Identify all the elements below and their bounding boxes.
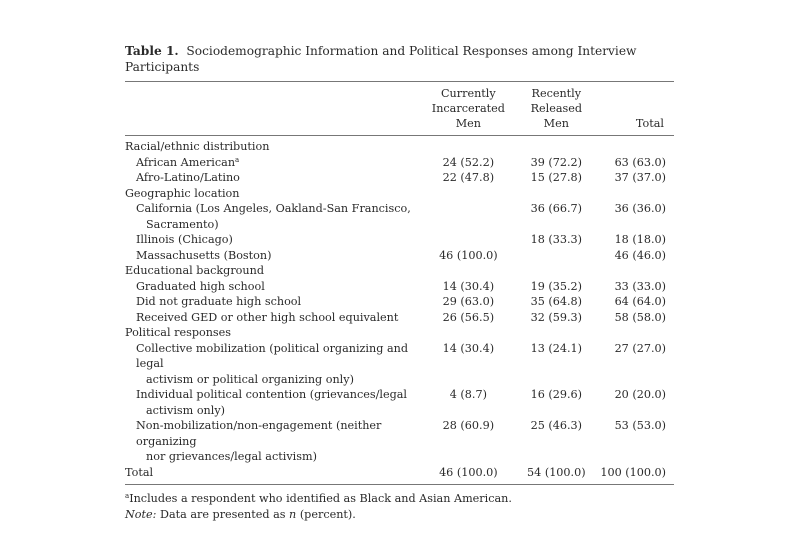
- cell-released: 19 (35.2): [530, 279, 583, 293]
- cell-total: 33 (33.0): [614, 279, 666, 293]
- table-row: [125, 418, 674, 465]
- row-label: Afro-Latino/Latino: [136, 171, 240, 184]
- cell-total: 58 (58.0): [614, 310, 666, 324]
- table-row: [125, 279, 674, 295]
- cell-released: 39 (72.2): [530, 155, 583, 169]
- row-label-continued: Sacramento): [146, 217, 219, 231]
- table-container: [125, 43, 674, 523]
- cell-incarcerated: 22 (47.8): [442, 171, 495, 184]
- table-row: [125, 310, 674, 326]
- header-line: Currently: [441, 87, 496, 100]
- row-label: Collective mobilization (political organizing and legal: [136, 341, 408, 370]
- cell-total: 20 (20.0): [614, 388, 666, 401]
- cell-incarcerated: 28 (60.9): [442, 419, 495, 432]
- note-text: (percent).: [296, 508, 356, 521]
- section-header-row: [125, 263, 674, 279]
- table-row: [125, 201, 674, 232]
- header-total: Total: [635, 117, 664, 130]
- note: [125, 507, 674, 523]
- section-header-row: [125, 325, 674, 341]
- cell-released: 13 (24.1): [530, 341, 583, 355]
- row-label-continued: activism or political organizing only): [146, 372, 354, 386]
- header-released: [517, 82, 595, 136]
- cell-incarcerated: [419, 201, 517, 232]
- cell-released: 25 (46.3): [530, 419, 583, 432]
- cell-total: 63 (63.0): [614, 155, 666, 169]
- footnote-ref: a: [235, 155, 240, 164]
- row-label-cell: [125, 155, 419, 171]
- total-incarcerated: 46 (100.0): [439, 465, 498, 479]
- row-label: California (Los Angeles, Oakland-San Francisco,: [136, 202, 411, 215]
- cell-total: 64 (64.0): [614, 295, 666, 308]
- cell-released: 18 (33.3): [530, 233, 583, 246]
- cell-incarcerated: 4 (8.7): [449, 388, 487, 401]
- note-n: n: [289, 508, 297, 521]
- section-title: Racial/ethnic distribution: [125, 140, 270, 153]
- row-label-cell: [125, 387, 419, 418]
- table-row: [125, 170, 674, 186]
- cell-released: 16 (29.6): [530, 388, 583, 401]
- cell-incarcerated: [419, 232, 517, 248]
- row-label: Received GED or other high school equivalent: [136, 310, 399, 324]
- cell-released: 15 (27.8): [530, 171, 583, 184]
- table-row: [125, 155, 674, 171]
- cell-incarcerated: 24 (52.2): [442, 155, 495, 169]
- table-notes: [125, 491, 674, 523]
- cell-incarcerated: 46 (100.0): [439, 248, 498, 262]
- table-row: [125, 294, 674, 310]
- cell-total: 46 (46.0): [614, 248, 666, 262]
- cell-total: 27 (27.0): [614, 341, 666, 355]
- cell-released: 32 (59.3): [530, 310, 583, 324]
- row-label-cell: [125, 310, 419, 326]
- header-row: [125, 82, 674, 136]
- row-label-continued: activism only): [146, 403, 226, 417]
- table-caption: [125, 43, 674, 75]
- table-row: [125, 232, 674, 248]
- cell-total: 53 (53.0): [614, 419, 666, 432]
- cell-incarcerated: 14 (30.4): [442, 341, 495, 355]
- total-label: Total: [125, 465, 154, 479]
- section-header-row: [125, 186, 674, 202]
- footnote-text: Includes a respondent who identified as Black and Asian American.: [129, 492, 512, 505]
- footnote-marker: a: [125, 492, 130, 500]
- total-total: 100 (100.0): [600, 465, 666, 479]
- section-title: Political responses: [125, 326, 232, 339]
- row-label: Graduated high school: [136, 279, 265, 293]
- row-label-cell: [125, 248, 419, 264]
- note-text: Data are presented as: [156, 508, 290, 521]
- row-label-cell: [125, 279, 419, 295]
- footnote-a: [125, 491, 674, 507]
- cell-released: 36 (66.7): [530, 202, 583, 215]
- table-row: [125, 341, 674, 388]
- row-label-cell: [125, 201, 419, 232]
- table-body: [125, 136, 674, 485]
- header-line: Men: [543, 117, 569, 130]
- data-table: [125, 81, 674, 485]
- header-line: Released: [530, 102, 583, 115]
- table-label: Table 1.: [125, 44, 179, 58]
- section-title: Geographic location: [125, 186, 240, 200]
- section-header-row: [125, 136, 674, 155]
- row-label-cell: [125, 294, 419, 310]
- table-row: [125, 387, 674, 418]
- row-label-cell: [125, 341, 419, 388]
- table-row: [125, 248, 674, 264]
- header-line: Incarcerated: [431, 102, 505, 115]
- table-title: Sociodemographic Information and Political Responses among Interview Participants: [125, 44, 637, 74]
- cell-incarcerated: 14 (30.4): [442, 279, 495, 293]
- cell-released: [517, 248, 595, 264]
- section-title: Educational background: [125, 264, 264, 277]
- row-label: African American: [136, 155, 236, 169]
- cell-incarcerated: 26 (56.5): [442, 310, 495, 324]
- row-label-cell: [125, 418, 419, 465]
- cell-incarcerated: 29 (63.0): [442, 295, 495, 308]
- row-label-cell: [125, 170, 419, 186]
- cell-total: 18 (18.0): [614, 233, 666, 246]
- row-label-cell: [125, 232, 419, 248]
- header-label: [125, 82, 419, 136]
- cell-total: 36 (36.0): [614, 202, 666, 215]
- row-label: Individual political contention (grievances/legal: [136, 388, 408, 401]
- header-line: Recently: [531, 87, 582, 100]
- total-row: [125, 465, 674, 485]
- header-incarcerated: [419, 82, 517, 136]
- row-label: Non-mobilization/non-engagement (neither organizing: [136, 419, 382, 448]
- row-label: Did not graduate high school: [136, 295, 302, 308]
- row-label-continued: nor grievances/legal activism): [146, 450, 317, 463]
- note-label: Note:: [125, 508, 157, 521]
- header-line: Men: [455, 117, 481, 130]
- row-label: Illinois (Chicago): [136, 233, 233, 246]
- cell-total: 37 (37.0): [614, 171, 666, 184]
- row-label: Massachusetts (Boston): [136, 248, 272, 262]
- cell-released: 35 (64.8): [530, 295, 583, 308]
- total-released: 54 (100.0): [527, 465, 586, 479]
